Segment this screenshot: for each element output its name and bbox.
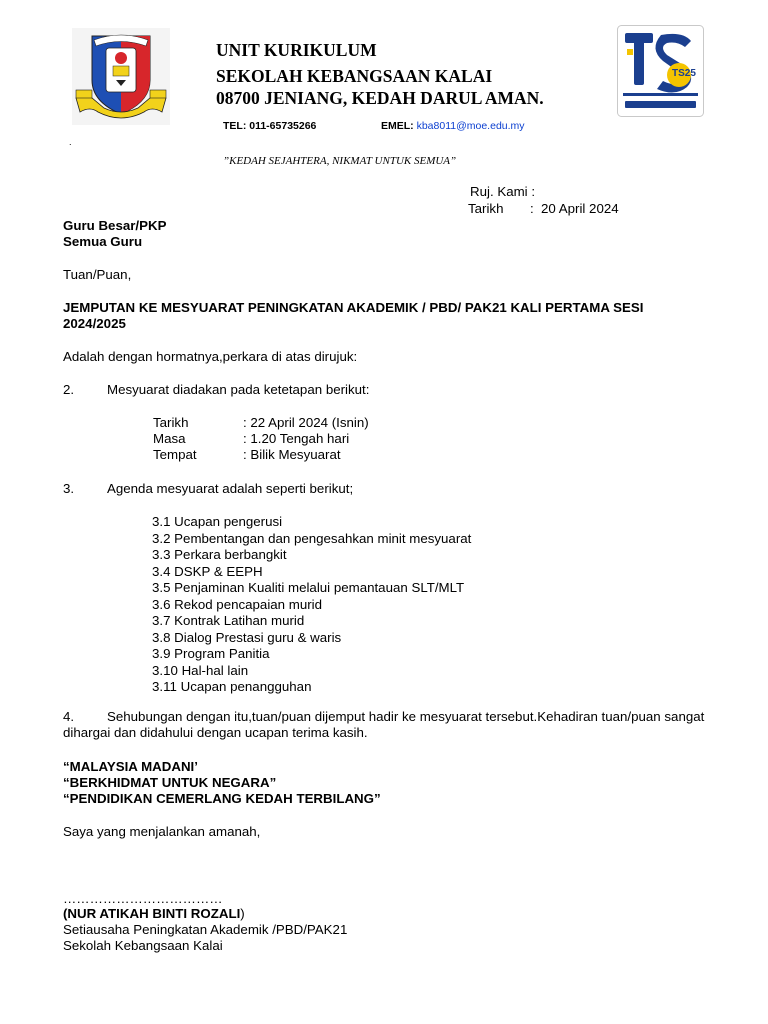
reference-tarikh-label: Tarikh [468,201,504,216]
slogan: “PENDIDIKAN CEMERLANG KEDAH TERBILANG” [63,791,381,806]
para2-text: Mesyuarat diadakan pada ketetapan berikut: [107,382,370,397]
detail-label: Tempat [153,447,197,462]
agenda-item: 3.8 Dialog Prestasi guru & waris [152,629,342,645]
subject-line2: 2024/2025 [63,316,126,331]
para3-number: 3. [63,481,75,496]
para3-text: Agenda mesyuarat adalah seperti berikut; [107,481,354,496]
signature-school: Sekolah Kebangsaan Kalai [63,938,223,953]
agenda-item: 3.4 DSKP & EEPH [152,563,263,579]
agenda-item: 3.2 Pembentangan dan pengesahkan minit mesyuarat [152,530,472,546]
ts25-logo [617,25,704,117]
detail-label: Tarikh [153,415,189,430]
signature-name-row [63,906,245,923]
header-email-label: EMEL: [381,120,414,132]
detail-value: : Bilik Mesyuarat [243,447,341,462]
reference-tarikh-sep: : [530,201,534,216]
detail-label: Masa [153,431,186,446]
signature-name: (NUR ATIKAH BINTI ROZALI [63,906,241,921]
school-crest-logo [72,28,170,125]
agenda-item: 3.1 Ucapan pengerusi [152,514,283,529]
agenda-item: 3.5 Penjaminan Kualiti melalui pemantauan SLT/MLT [152,580,465,595]
header-motto: ”KEDAH SEJAHTERA, NIKMAT UNTUK SEMUA” [223,155,457,167]
agenda-item: 3.3 Perkara berbangkit [152,547,287,562]
header-school: SEKOLAH KEBANGSAAN KALAI [216,66,493,86]
closing-line: Saya yang menjalankan amanah, [63,824,261,839]
agenda-item: 3.6 Rekod pencapaian murid [152,596,323,612]
agenda-item: 3.9 Program Panitia [152,646,270,661]
signature-dots: ……………………………… [63,891,223,906]
header-email-link[interactable]: kba8011@moe.edu.my [416,120,525,132]
reference-ruj: Ruj. Kami : [470,184,536,199]
subject-line1: JEMPUTAN KE MESYUARAT PENINGKATAN AKADEMIK / PBD/ PAK21 KALI PERTAMA SESI [63,300,644,315]
para2-number: 2. [63,382,75,397]
intro-paragraph: Adalah dengan hormatnya,perkara di atas dirujuk: [63,349,358,364]
header-address: 08700 JENIANG, KEDAH DARUL AMAN. [216,88,544,108]
reference-tarikh-value: 20 April 2024 [541,201,619,216]
agenda-list [152,514,471,696]
slogan: “BERKHIDMAT UNTUK NEGARA” [63,775,277,790]
recipient-line1: Guru Besar/PKP [63,218,167,233]
detail-value: : 1.20 Tengah hari [243,431,350,446]
agenda-item: 3.10 Hal-hal lain [152,662,249,678]
para4-line2: dihargai dan didahului dengan ucapan terima kasih. [63,725,368,740]
agenda-item: 3.7 Kontrak Latihan murid [152,613,305,628]
header-email-row [381,120,525,132]
header-unit: UNIT KURIKULUM [216,40,377,60]
signature-name-close: ) [240,906,245,921]
detail-value: : 22 April 2024 (Isnin) [243,415,369,430]
slogan: “MALAYSIA MADANI’ [63,759,198,774]
header-phone: TEL: 011-65735266 [223,120,317,132]
para4-number: 4. [63,709,75,724]
header-dot: . [69,137,72,147]
ts25-logo-text: TS25 [672,68,696,79]
agenda-item: 3.11 Ucapan penangguhan [152,679,312,694]
para4-line1: Sehubungan dengan itu,tuan/puan dijemput hadir ke mesyuarat tersebut.Kehadiran tuan/puan sangat [107,709,705,724]
salutation: Tuan/Puan, [63,267,132,282]
recipient-line2: Semua Guru [63,234,143,249]
signature-title: Setiausaha Peningkatan Akademik /PBD/PAK21 [63,922,348,937]
